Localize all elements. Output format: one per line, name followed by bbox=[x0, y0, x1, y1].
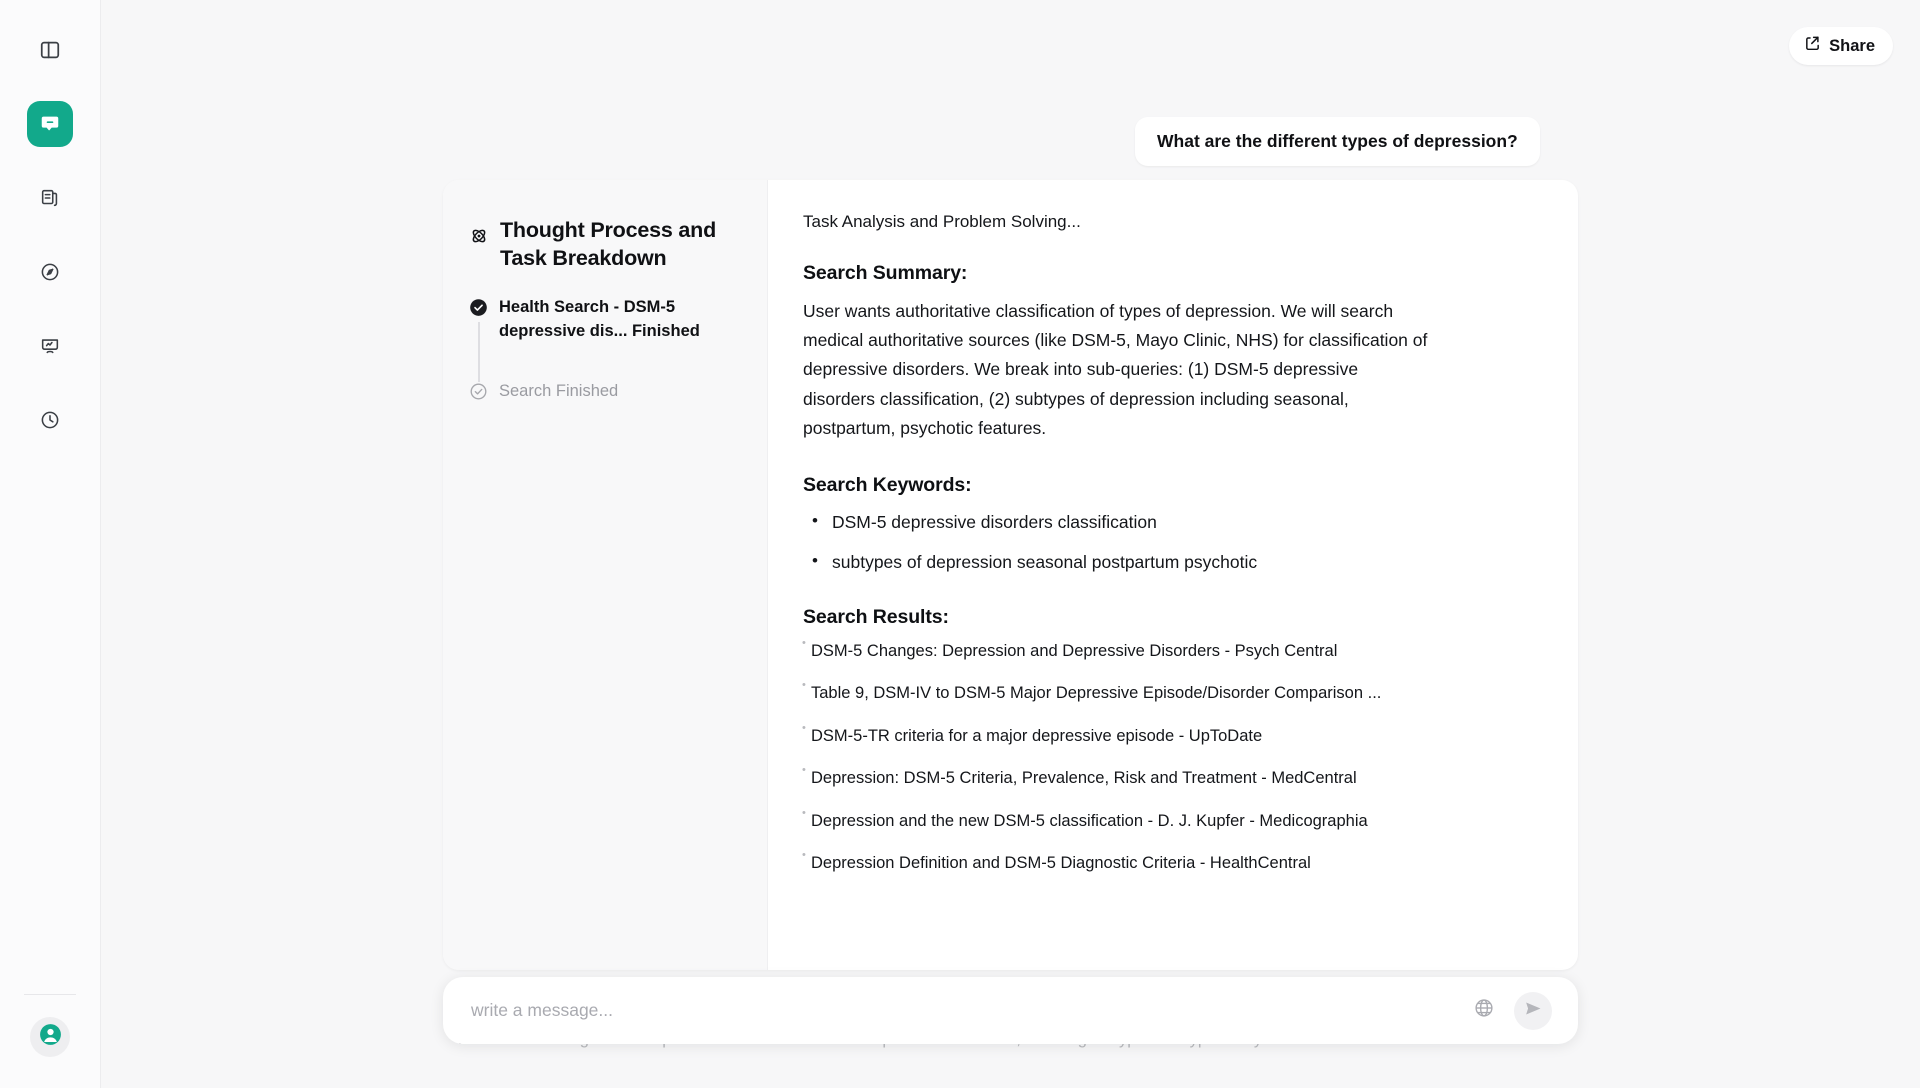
sidebar-item-chat[interactable] bbox=[27, 101, 73, 147]
search-keywords-list bbox=[803, 509, 1532, 576]
clock-icon bbox=[39, 409, 61, 431]
thought-process-header bbox=[469, 216, 741, 273]
share-label: Share bbox=[1829, 36, 1875, 55]
thought-step-gap bbox=[469, 344, 741, 380]
list-item[interactable]: • DSM-5-TR criteria for a major depressive episode - UpToDate bbox=[803, 726, 1532, 747]
panel-toggle-button[interactable] bbox=[27, 27, 73, 73]
panel-toggle-icon bbox=[39, 39, 61, 61]
user-avatar-icon bbox=[38, 1022, 63, 1052]
share-button[interactable] bbox=[1789, 27, 1893, 65]
list-item[interactable]: • DSM-5 Changes: Depression and Depressive Disorders - Psych Central bbox=[803, 641, 1532, 662]
search-keywords-heading: Search Keywords: bbox=[803, 473, 972, 496]
check-outline-icon bbox=[469, 382, 488, 406]
globe-icon bbox=[1473, 997, 1495, 1024]
send-arrow-icon bbox=[1523, 998, 1544, 1024]
message-input[interactable] bbox=[469, 999, 1468, 1022]
send-button[interactable] bbox=[1514, 992, 1552, 1030]
check-filled-icon bbox=[469, 298, 488, 322]
sidebar-item-insights[interactable] bbox=[27, 323, 73, 369]
user-message-bubble bbox=[1135, 117, 1540, 166]
assistant-response-card bbox=[443, 180, 1578, 970]
search-summary-heading: Search Summary: bbox=[803, 261, 968, 284]
document-copy-icon bbox=[39, 187, 61, 209]
thought-step-item[interactable] bbox=[469, 296, 741, 344]
list-item[interactable]: • Depression: DSM-5 Criteria, Prevalence, Risk and Treatment - MedCentral bbox=[803, 768, 1532, 789]
list-item: • subtypes of depression seasonal postpartum psychotic bbox=[832, 549, 1532, 576]
share-icon bbox=[1804, 35, 1821, 57]
answer-intro: Task Analysis and Problem Solving... bbox=[803, 212, 1081, 231]
sidebar-item-explore[interactable] bbox=[27, 249, 73, 295]
list-item[interactable]: • Depression and the new DSM-5 classification - D. J. Kupfer - Medicographia bbox=[803, 811, 1532, 832]
sidebar-item-history[interactable] bbox=[27, 397, 73, 443]
chat-bubble-icon bbox=[39, 113, 61, 135]
search-results-heading: Search Results: bbox=[803, 605, 949, 628]
message-composer bbox=[443, 977, 1578, 1044]
thought-process-title: Thought Process and Task Breakdown bbox=[500, 218, 716, 271]
thought-process-panel bbox=[443, 180, 768, 970]
list-item[interactable]: • Table 9, DSM-IV to DSM-5 Major Depressive Episode/Disorder Comparison ... bbox=[803, 683, 1532, 704]
thought-step-label: Health Search - DSM-5 depressive dis... Finished bbox=[499, 297, 700, 340]
search-results-list bbox=[803, 641, 1532, 875]
user-message-text: What are the different types of depression? bbox=[1157, 131, 1518, 151]
list-item[interactable]: • Depression Definition and DSM-5 Diagnostic Criteria - HealthCentral bbox=[803, 853, 1532, 874]
left-navigation-rail bbox=[0, 0, 101, 1088]
search-summary-body: User wants authoritative classification of types of depression. We will search medical authoritative sources (like DSM-5, Mayo Clinic, NHS) for classification of depressive disorders. We break into sub-queries: (1) DSM-5 depressive disorders classification, (2) subtypes of depression including seasonal, postpartum, psychotic features. bbox=[803, 300, 1428, 439]
thought-step-item[interactable] bbox=[469, 380, 741, 406]
answer-content-pane bbox=[768, 180, 1578, 970]
list-item: • DSM-5 depressive disorders classification bbox=[832, 509, 1532, 536]
rail-divider bbox=[24, 994, 76, 995]
chart-board-icon bbox=[39, 335, 61, 357]
web-search-toggle-button[interactable] bbox=[1468, 995, 1500, 1027]
compass-icon bbox=[39, 261, 61, 283]
sidebar-item-documents[interactable] bbox=[27, 175, 73, 221]
thought-step-label: Search Finished bbox=[499, 381, 619, 400]
thought-step-list bbox=[469, 296, 741, 406]
avatar[interactable] bbox=[30, 1017, 70, 1057]
atom-icon bbox=[469, 226, 489, 251]
